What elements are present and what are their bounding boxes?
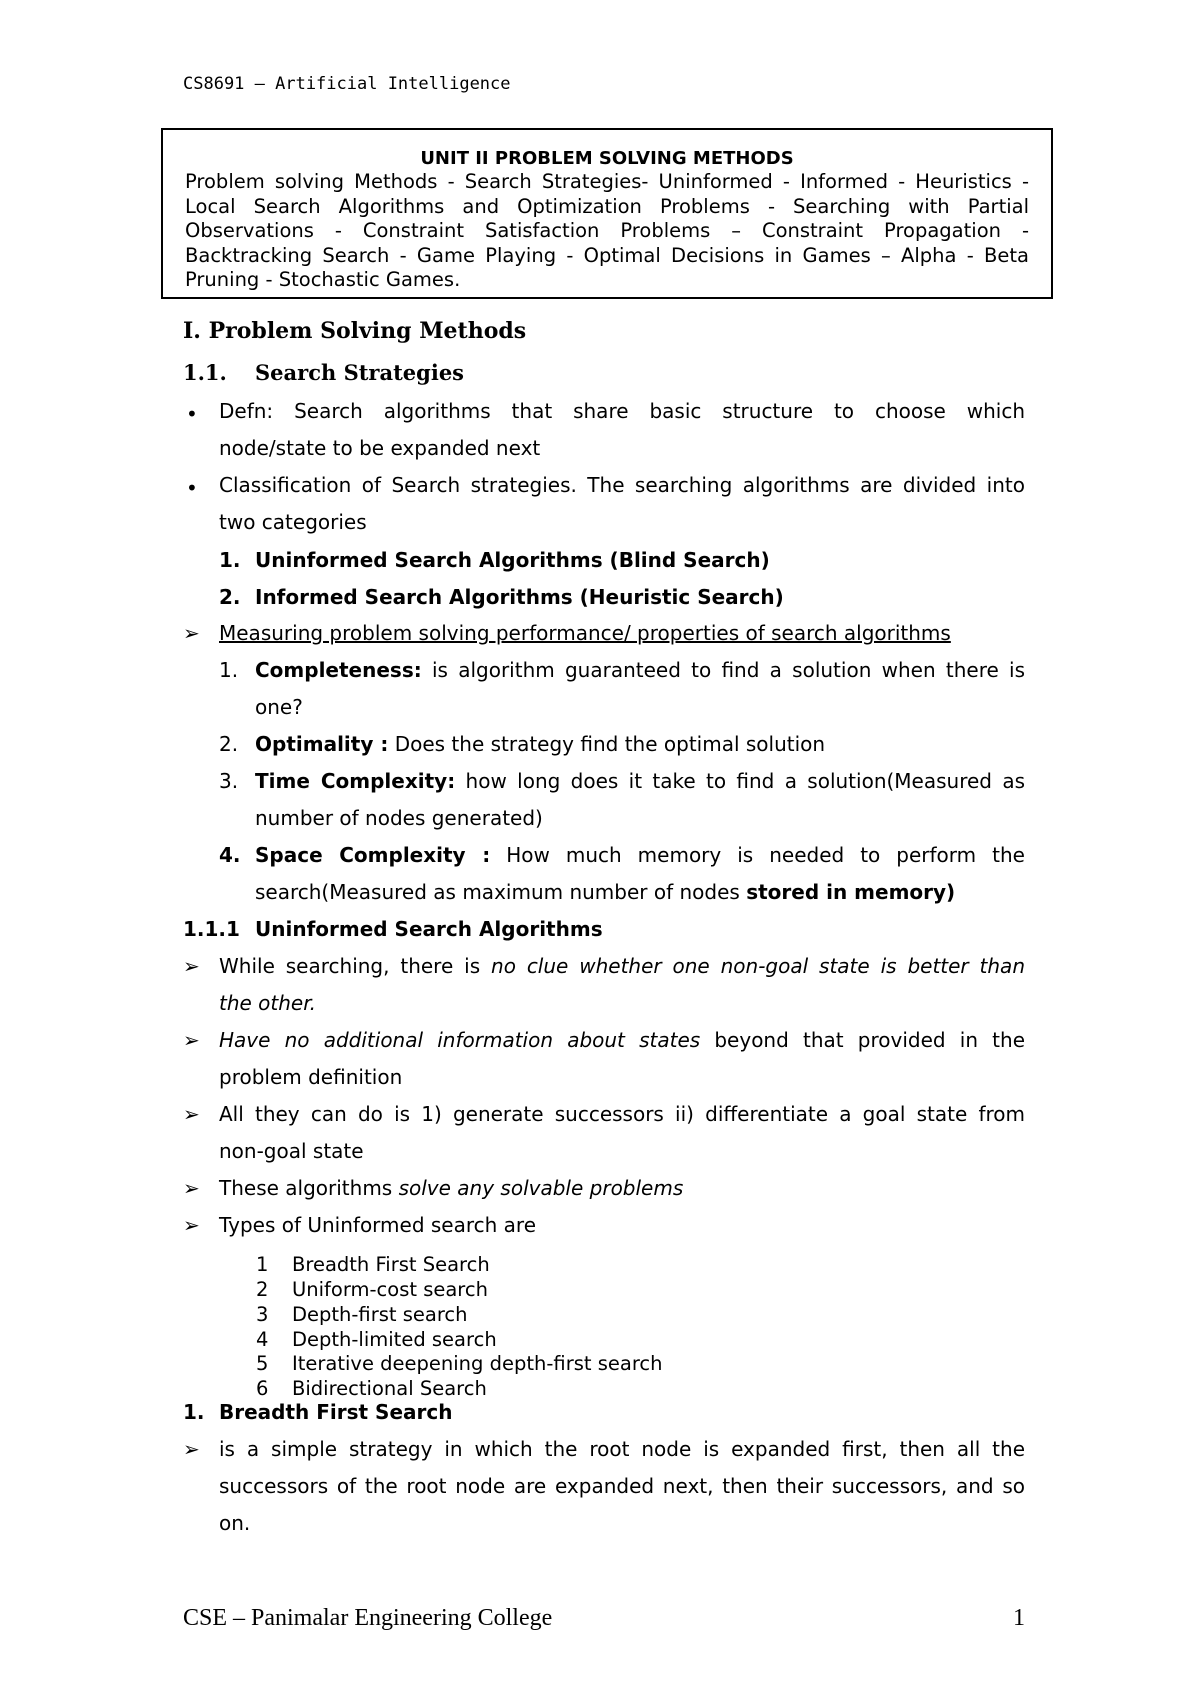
unit-description: Problem solving Methods - Search Strategies- Uninformed - Informed - Heuristics - Local Search Algorithms and Optimization Problems - Searching with Partial Observations - Constraint Satisfaction Problems – Constraint Propagation - Backtracking Search - Game Playing - Optimal Decisions in Games – Alpha - Beta Pruning - Stochastic Games. (185, 170, 1029, 291)
property-time-complexity (255, 769, 1025, 793)
footer-institution: CSE – Panimalar Engineering College (183, 1605, 553, 1631)
type-number: 3 (256, 1303, 269, 1326)
section-number: 1.1. (183, 360, 227, 385)
point-text: While searching, there is (219, 954, 492, 978)
uninformed-point-1-line2: the other. (219, 991, 316, 1015)
property-desc: is algorithm guaranteed to find a solution when there is (421, 658, 1025, 682)
property-desc: Does the strategy find the optimal solution (388, 732, 826, 756)
type-number: 6 (256, 1377, 269, 1400)
bullet-classification-line2: two categories (219, 510, 367, 534)
property-emphasis: stored in memory) (746, 880, 956, 904)
bullet-dot-icon: • (186, 476, 198, 500)
section-title: Search Strategies (255, 360, 465, 385)
uninformed-point-2 (219, 1028, 1025, 1052)
bfs-desc-line3: on. (219, 1511, 251, 1535)
unit-title: UNIT II PROBLEM SOLVING METHODS (420, 148, 794, 169)
property-desc: search(Measured as maximum number of nodes (255, 880, 747, 904)
page-number: 1 (1013, 1605, 1025, 1631)
bullet-defn-line1: Defn: Search algorithms that share basic structure to choose which (219, 399, 1025, 423)
bullet-dot-icon: • (186, 402, 198, 426)
section-heading-1 (183, 318, 526, 344)
bullet-defn-line2: node/state to be expanded next (219, 436, 541, 460)
section-heading-1-1 (183, 360, 227, 385)
section-number: I. (183, 318, 201, 344)
uninformed-point-2-line2: problem definition (219, 1065, 403, 1089)
type-number: 4 (256, 1328, 269, 1351)
property-term: Space Complexity : (255, 843, 491, 867)
property-space-complexity (255, 843, 1025, 867)
point-italic: no clue whether one non-goal state is better than (491, 954, 1025, 978)
section-title: Problem Solving Methods (208, 318, 527, 344)
type-number: 5 (256, 1352, 269, 1375)
property-number: 1. (219, 658, 239, 682)
property-number: 4. (219, 843, 241, 867)
section-heading-1-1-1: Uninformed Search Algorithms (255, 917, 603, 941)
arrow-bullet-icon: ➢ (183, 1102, 200, 1126)
uninformed-point-1 (219, 954, 1025, 978)
section-number: 1.1.1 (183, 917, 240, 941)
measuring-heading: Measuring problem solving performance/ properties of search algorithms (219, 621, 951, 645)
arrow-bullet-icon: ➢ (183, 1213, 200, 1237)
property-term: Completeness: (255, 658, 422, 682)
property-time-complexity-line2: number of nodes generated) (255, 806, 543, 830)
property-term: Optimality : (255, 732, 389, 756)
bfs-number: 1. (183, 1400, 205, 1424)
arrow-bullet-icon: ➢ (183, 1437, 200, 1461)
type-text: Bidirectional Search (292, 1377, 487, 1400)
type-text: Depth-limited search (292, 1328, 497, 1351)
uninformed-point-5: Types of Uninformed search are (219, 1213, 537, 1237)
bfs-heading: Breadth First Search (219, 1400, 453, 1424)
category-number: 2. (219, 585, 241, 609)
property-desc: how long does it take to find a solution(Measured as (455, 769, 1025, 793)
type-text: Depth-first search (292, 1303, 468, 1326)
category-number: 1. (219, 548, 241, 572)
property-term: Time Complexity: (255, 769, 456, 793)
type-number: 2 (256, 1278, 269, 1301)
property-completeness (255, 658, 1025, 682)
page-header: CS8691 – Artificial Intelligence (183, 74, 511, 94)
type-number: 1 (256, 1253, 269, 1276)
property-desc: How much memory is needed to perform the (490, 843, 1025, 867)
property-number: 3. (219, 769, 239, 793)
arrow-bullet-icon: ➢ (183, 621, 200, 645)
point-italic: Have no additional information about states (219, 1028, 701, 1052)
type-text: Breadth First Search (292, 1253, 490, 1276)
point-italic: solve any solvable problems (398, 1176, 684, 1200)
property-optimality (255, 732, 825, 756)
bfs-desc-line1: is a simple strategy in which the root node is expanded first, then all the (219, 1437, 1025, 1461)
bfs-desc-line2: successors of the root node are expanded next, then their successors, and so (219, 1474, 1025, 1498)
bullet-classification-line1: Classification of Search strategies. The searching algorithms are divided into (219, 473, 1025, 497)
uninformed-point-4 (219, 1176, 683, 1200)
point-text: beyond that provided in the (700, 1028, 1026, 1052)
category-informed: Informed Search Algorithms (Heuristic Search) (255, 585, 784, 609)
unit-summary-box (161, 128, 1053, 299)
category-uninformed: Uninformed Search Algorithms (Blind Search) (255, 548, 770, 572)
uninformed-point-3-line2: non-goal state (219, 1139, 364, 1163)
type-text: Iterative deepening depth-first search (292, 1352, 663, 1375)
property-space-complexity-line2 (255, 880, 955, 904)
arrow-bullet-icon: ➢ (183, 1028, 200, 1052)
arrow-bullet-icon: ➢ (183, 1176, 200, 1200)
arrow-bullet-icon: ➢ (183, 954, 200, 978)
point-text: These algorithms (219, 1176, 399, 1200)
property-number: 2. (219, 732, 239, 756)
property-completeness-line2: one? (255, 695, 303, 719)
uninformed-point-3: All they can do is 1) generate successors ii) differentiate a goal state from (219, 1102, 1025, 1126)
type-text: Uniform-cost search (292, 1278, 488, 1301)
